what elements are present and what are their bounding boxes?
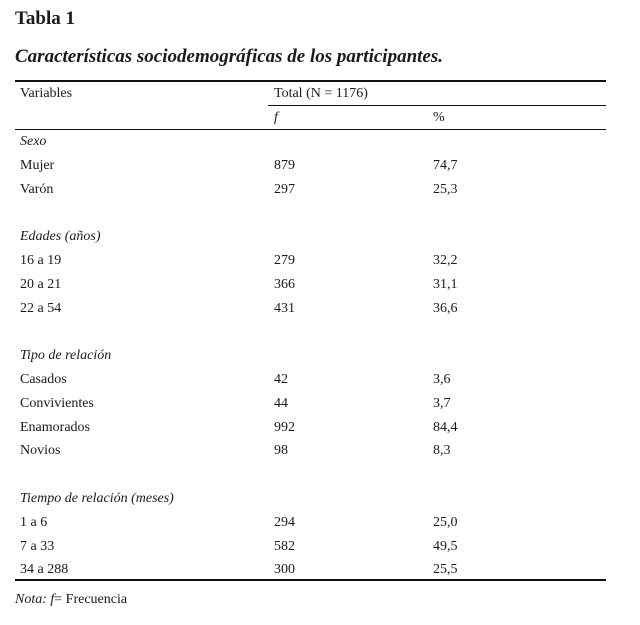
row-percent: 36,6 <box>433 301 458 316</box>
header-frequency: f <box>274 110 278 125</box>
note-prefix: Nota: <box>15 592 47 607</box>
group-title: Tipo de relación <box>20 348 112 363</box>
row-percent: 3,6 <box>433 372 451 387</box>
row-frequency: 300 <box>274 562 295 577</box>
table-top-rule <box>15 80 606 82</box>
row-label: Novios <box>20 443 61 458</box>
group-title: Edades (años) <box>20 229 101 244</box>
row-label: 20 a 21 <box>20 277 62 292</box>
row-frequency: 431 <box>274 301 295 316</box>
header-variables: Variables <box>20 86 73 101</box>
header-percent: % <box>433 110 445 125</box>
header-bottom-rule <box>15 129 606 130</box>
row-frequency: 44 <box>274 396 288 411</box>
row-percent: 3,7 <box>433 396 451 411</box>
row-label: 16 a 19 <box>20 253 62 268</box>
row-frequency: 582 <box>274 539 295 554</box>
header-total: Total (N = 1176) <box>274 86 368 101</box>
row-frequency: 279 <box>274 253 295 268</box>
row-percent: 49,5 <box>433 539 458 554</box>
table-label: Tabla 1 <box>15 8 76 29</box>
note-symbol: f <box>50 592 55 607</box>
table-title: Características sociodemográficas de los participantes. <box>15 46 444 67</box>
row-percent: 32,2 <box>433 253 458 268</box>
row-frequency: 297 <box>274 182 295 197</box>
row-label: 22 a 54 <box>20 301 62 316</box>
row-percent: 25,0 <box>433 515 458 530</box>
row-percent: 31,1 <box>433 277 458 292</box>
group-title: Sexo <box>20 134 47 149</box>
row-percent: 8,3 <box>433 443 451 458</box>
row-label: Varón <box>20 182 54 197</box>
row-label: 7 a 33 <box>20 539 55 554</box>
row-label: Enamorados <box>20 420 90 435</box>
row-label: Convivientes <box>20 396 94 411</box>
row-percent: 25,3 <box>433 182 458 197</box>
row-percent: 84,4 <box>433 420 458 435</box>
row-frequency: 294 <box>274 515 295 530</box>
header-sub-rule <box>268 105 606 106</box>
row-label: Mujer <box>20 158 55 173</box>
row-label: Casados <box>20 372 67 387</box>
row-label: 34 a 288 <box>20 562 69 577</box>
table-bottom-rule <box>15 579 606 581</box>
row-percent: 25,5 <box>433 562 458 577</box>
table-note <box>15 592 127 608</box>
row-frequency: 42 <box>274 372 288 387</box>
row-percent: 74,7 <box>433 158 458 173</box>
note-text: = Frecuencia <box>54 592 128 607</box>
row-frequency: 98 <box>274 443 288 458</box>
row-label: 1 a 6 <box>20 515 48 530</box>
group-title: Tiempo de relación (meses) <box>20 491 174 506</box>
row-frequency: 879 <box>274 158 295 173</box>
row-frequency: 992 <box>274 420 295 435</box>
row-frequency: 366 <box>274 277 295 292</box>
